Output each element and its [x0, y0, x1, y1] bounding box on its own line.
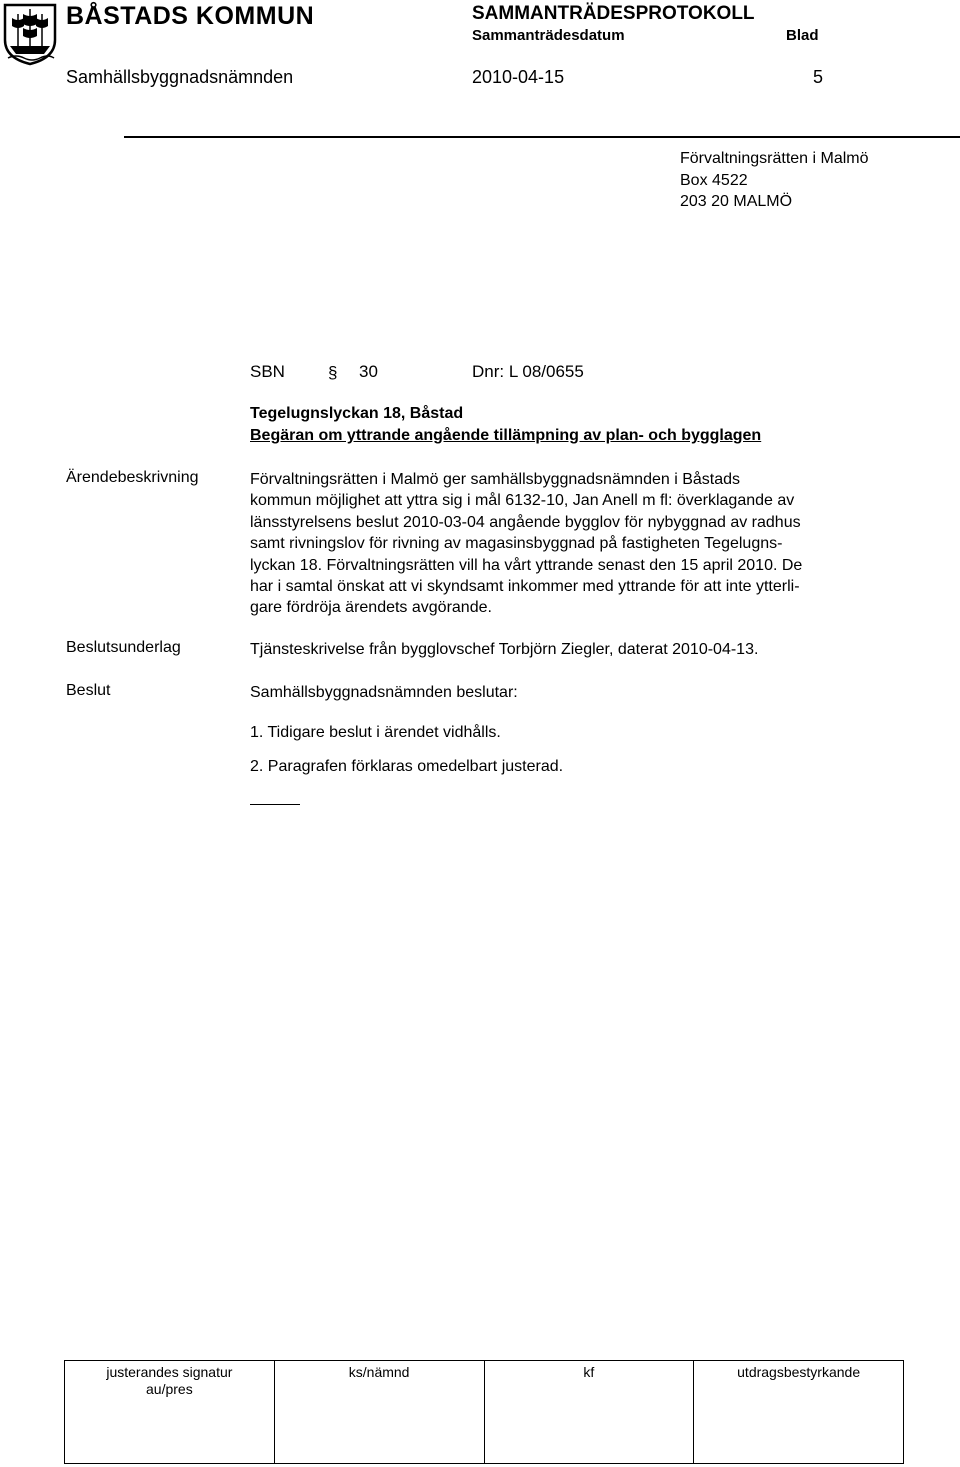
signature-label: ks/nämnd	[348, 1364, 410, 1380]
meeting-date: 2010-04-15	[472, 67, 565, 87]
organization-name: BÅSTADS KOMMUN	[66, 2, 315, 30]
paragraph-sign-icon: §	[328, 363, 338, 382]
reference-prefix: SBN	[250, 362, 285, 381]
decision-item-2: 2. Paragrafen förklaras omedelbart justerad.	[250, 758, 564, 775]
protocol-title: SAMMANTRÄDESPROTOKOLL	[472, 3, 755, 24]
decision-item-1: 1. Tidigare beslut i ärendet vidhålls.	[250, 724, 501, 741]
signature-cell-ks-namnd	[274, 1361, 484, 1464]
header-divider	[124, 136, 960, 138]
description-line: samt rivningslov för rivning av magasinsbyggnad på fastigheten Tegelugns-	[250, 535, 783, 553]
signature-label: kf	[583, 1364, 595, 1380]
description-label: Ärendebeskrivning	[66, 469, 199, 486]
decision-label: Beslut	[66, 682, 111, 699]
signature-label: utdragsbestyrkande	[737, 1364, 861, 1380]
description-line: kommun möjlighet att yttra sig i mål 6132-10, Jan Anell m fl: överklagande av	[250, 492, 795, 510]
address-line-3: 203 20 MALMÖ	[680, 193, 793, 210]
meeting-date-label: Sammanträdesdatum	[472, 27, 625, 44]
signature-cell-justerande	[65, 1361, 275, 1464]
description-line: gare fördröja ärendets avgörande.	[250, 599, 492, 617]
paragraph-number: 30	[359, 362, 378, 381]
basis-label: Beslutsunderlag	[66, 639, 181, 656]
description-line: lyckan 18. Förvaltningsrätten vill ha vårt yttrande senast den 15 april 2010. De	[250, 556, 803, 574]
page-number: 5	[813, 67, 824, 87]
signature-cell-kf	[484, 1361, 694, 1464]
description-line: har i samtal önskat att vi skyndsamt inkommer med yttrande för att inte ytterli-	[250, 578, 800, 596]
address-line-2: Box 4522	[680, 172, 748, 189]
case-subtitle: Begäran om yttrande angående tillämpning av plan- och bygglagen	[250, 427, 762, 444]
signature-label: justerandes signatur	[106, 1364, 233, 1380]
committee-name: Samhällsbyggnadsnämnden	[66, 67, 294, 87]
signature-table	[64, 1360, 904, 1464]
address-line-1: Förvaltningsrätten i Malmö	[680, 150, 869, 167]
description-line: länsstyrelsens beslut 2010-03-04 angående bygglov för nybyggnad av radhus	[250, 513, 801, 531]
case-number: Dnr: L 08/0655	[472, 362, 584, 381]
signature-label: au/pres	[146, 1381, 193, 1397]
signature-cell-utdrag	[694, 1361, 904, 1464]
end-mark-line	[250, 804, 300, 805]
ship-emblem-icon	[2, 2, 58, 66]
page-label: Blad	[786, 27, 819, 44]
description-text	[250, 469, 802, 619]
decision-intro: Samhällsbyggnadsnämnden beslutar:	[250, 684, 518, 701]
case-title: Tegelugnslyckan 18, Båstad	[250, 405, 464, 422]
description-line: Förvaltningsrätten i Malmö ger samhällsbyggnadsnämnden i Båstads	[250, 471, 741, 488]
basis-text: Tjänsteskrivelse från bygglovschef Torbjörn Ziegler, daterat 2010-04-13.	[250, 641, 759, 658]
